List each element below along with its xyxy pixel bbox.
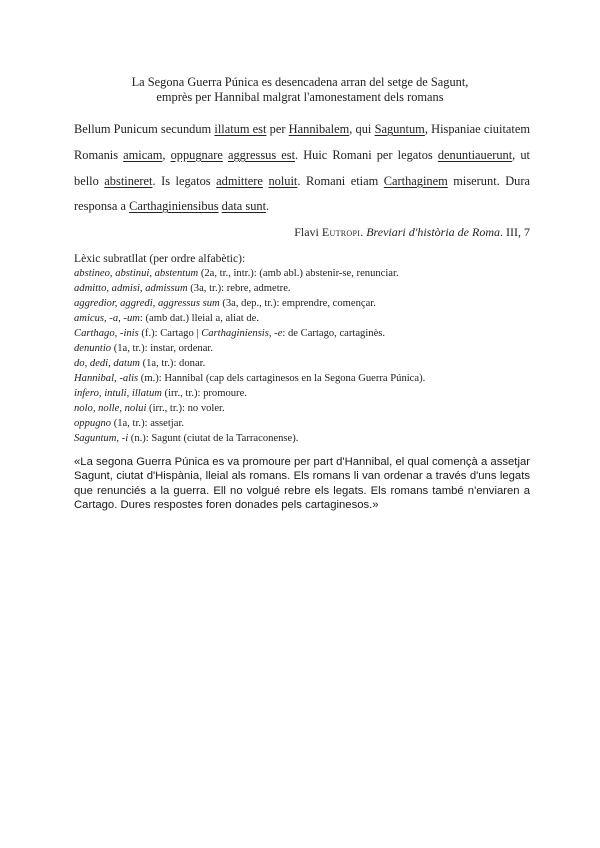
latin-text-line-3 (74, 174, 530, 189)
latin-text-segment: . (266, 199, 270, 213)
source-work: Breviari d'història de Roma (366, 225, 500, 239)
lexic-entry: amicus, -a, -um: (amb dat.) lleial a, aliat de. (74, 313, 260, 324)
underlined-latin-word: noluit (268, 174, 298, 188)
latin-text-line-4 (74, 199, 530, 214)
latin-text-segment: , Hispaniae ciuitatem (424, 122, 530, 136)
lexic-entry: do, dedi, datum (1a, tr.): donar. (74, 358, 206, 369)
underlined-latin-word: denuntiauerunt (437, 148, 513, 162)
document-title-line-1: La Segona Guerra Púnica es desencadena arran del setge de Sagunt, (131, 75, 469, 89)
lexic-entry: nolo, nolle, nolui (irr., tr.): no voler. (74, 403, 225, 414)
lexic-entry: aggredior, aggredi, aggressus sum (3a, dep., tr.): emprendre, començar. (74, 298, 376, 309)
latin-text-segment: , ut (512, 148, 531, 162)
source-citation (294, 225, 530, 240)
latin-text-segment: . Is legatos (152, 174, 217, 188)
lexic-entry: infero, intuli, illatum (irr., tr.): promoure. (74, 388, 247, 399)
catalan-translation: «La segona Guerra Púnica es va promoure per part d'Hannibal, el qual començà a assetjar Sagunt, ciutat d'Hispània, lleial als romans. Els romans li van ordenar a través d'uns legats que renunciés a la guerra. Ell no volgué rebre els legats. Els romans també n'enviaren a Cartago. Dures respostes foren donades pels cartaginesos.» (74, 456, 530, 512)
lexic-entry: Hannibal, -alis (m.): Hannibal (cap dels cartaginesos en la Segona Guerra Púnica). (74, 373, 426, 384)
underlined-latin-word: aggressus est (227, 148, 296, 162)
underlined-latin-word: admittere (216, 174, 263, 188)
latin-text-segment: per (266, 122, 289, 136)
latin-text-segment: , (162, 148, 171, 162)
latin-text-segment: . Huic Romani per legatos (295, 148, 438, 162)
latin-text-segment: Romanis (74, 148, 124, 162)
source-ref: . III, 7 (500, 225, 530, 239)
lexic-entry: denuntio (1a, tr.): instar, ordenar. (74, 343, 214, 354)
underlined-latin-word: Carthaginiensibus (129, 199, 219, 213)
latin-text-segment: miserunt. Dura (447, 174, 531, 188)
lexic-entry: admitto, admisi, admissum (3a, tr.): rebre, admetre. (74, 283, 291, 294)
underlined-latin-word: Carthaginem (383, 174, 448, 188)
underlined-latin-word: Saguntum (374, 122, 425, 136)
latin-text-line-1 (74, 122, 530, 137)
lexic-heading: Lèxic subratllat (per ordre alfabètic): (74, 252, 246, 265)
latin-text-segment: . Romani etiam (297, 174, 384, 188)
source-sep: . (360, 225, 367, 239)
lexic-entry: Saguntum, -i (n.): Sagunt (ciutat de la Tarraconense). (74, 433, 299, 444)
latin-text-line-2 (74, 148, 530, 163)
underlined-latin-word: abstineret (104, 174, 153, 188)
latin-text-segment: Bellum Punicum secundum (74, 122, 215, 136)
document-title-line-2: emprès per Hannibal malgrat l'amonestament dels romans (156, 90, 444, 104)
source-author: Eutropi (321, 225, 361, 239)
underlined-latin-word: data sunt (221, 199, 267, 213)
lexic-entry: oppugno (1a, tr.): assetjar. (74, 418, 185, 429)
lexic-entry: Carthago, -inis (f.): Cartago | Carthaginiensis, -e: de Cartago, cartaginès. (74, 328, 386, 339)
latin-text-segment: , qui (349, 122, 375, 136)
underlined-latin-word: Hannibalem (288, 122, 350, 136)
latin-text-segment: responsa a (74, 199, 130, 213)
underlined-latin-word: oppugnare (170, 148, 223, 162)
latin-text-segment: bello (74, 174, 105, 188)
lexic-entry: abstineo, abstinui, abstentum (2a, tr., intr.): (amb abl.) abstenir-se, renunciar. (74, 268, 399, 279)
source-prefix: Flavi (294, 225, 322, 239)
underlined-latin-word: illatum est (214, 122, 267, 136)
underlined-latin-word: amicam (123, 148, 163, 162)
